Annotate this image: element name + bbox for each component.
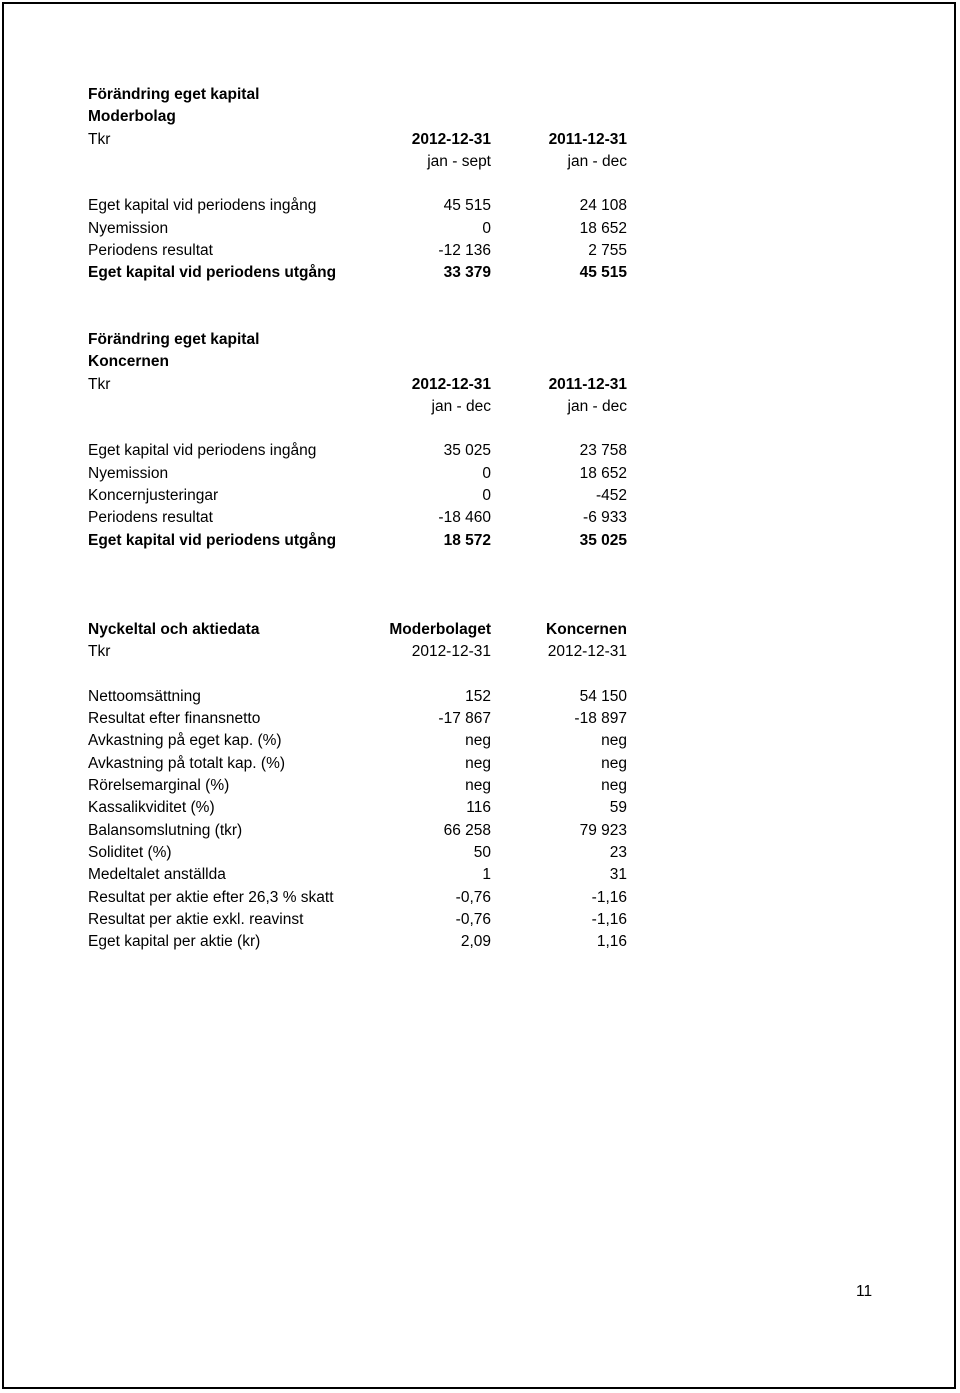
column-date: 2012-12-31 xyxy=(411,643,491,661)
row-value: -452 xyxy=(595,487,627,505)
row-label: Nettoomsättning xyxy=(88,687,201,705)
column-period: jan - dec xyxy=(567,397,627,415)
row-value: -18 897 xyxy=(574,710,627,728)
row-value: neg xyxy=(465,754,491,772)
column-period: jan - sept xyxy=(427,152,491,170)
table-row xyxy=(88,753,648,775)
row-value: 66 258 xyxy=(443,821,491,839)
page-number: 11 xyxy=(856,1283,873,1300)
section-subtitle: Moderbolag xyxy=(88,108,176,126)
row-label: Eget kapital vid periodens ingång xyxy=(88,197,317,215)
row-value: neg xyxy=(465,777,491,795)
row-value: -17 867 xyxy=(438,710,491,728)
row-value: 18 652 xyxy=(579,219,627,237)
row-label: Resultat per aktie exkl. reavinst xyxy=(88,910,304,928)
row-value: -0,76 xyxy=(455,888,491,906)
row-value: -1,16 xyxy=(591,888,627,906)
row-label: Soliditet (%) xyxy=(88,843,172,861)
row-label: Koncernjusteringar xyxy=(88,487,219,505)
row-value: 152 xyxy=(465,687,491,705)
unit-label: Tkr xyxy=(88,643,111,661)
section-title: Förändring eget kapital xyxy=(88,86,260,103)
row-value: 45 515 xyxy=(579,264,627,282)
equity-change-group-table xyxy=(88,329,648,552)
table-row xyxy=(88,909,648,931)
row-value: -0,76 xyxy=(455,910,491,928)
column-date: 2011-12-31 xyxy=(548,130,627,148)
row-value: neg xyxy=(601,732,627,750)
row-value: 0 xyxy=(482,464,491,482)
table-row xyxy=(88,931,648,953)
equity-change-parent-table xyxy=(88,84,648,285)
table-row xyxy=(88,775,648,797)
row-label: Eget kapital vid periodens utgång xyxy=(88,531,337,549)
row-label: Kassalikviditet (%) xyxy=(88,799,215,817)
row-value: 1,16 xyxy=(596,933,627,951)
row-label: Avkastning på eget kap. (%) xyxy=(88,732,282,750)
table-row-total xyxy=(88,530,648,552)
table-row xyxy=(88,708,648,730)
row-value: 23 758 xyxy=(579,442,627,460)
table-row xyxy=(88,887,648,909)
section-subtitle: Koncernen xyxy=(88,353,169,371)
row-value: 45 515 xyxy=(443,197,491,215)
row-value: 2,09 xyxy=(460,933,491,951)
row-value: 23 xyxy=(609,843,627,861)
table-row-total xyxy=(88,262,648,284)
row-value: 79 923 xyxy=(579,821,627,839)
row-value: 35 025 xyxy=(579,531,627,549)
row-value: neg xyxy=(601,754,627,772)
column-header: Koncernen xyxy=(546,621,627,638)
row-label: Periodens resultat xyxy=(88,242,213,260)
row-value: 54 150 xyxy=(579,687,627,705)
row-value: neg xyxy=(601,777,627,795)
row-value: 0 xyxy=(482,487,491,505)
row-value: 0 xyxy=(482,219,491,237)
table-row xyxy=(88,240,648,262)
column-period: jan - dec xyxy=(431,397,491,415)
table-row xyxy=(88,797,648,819)
row-label: Eget kapital vid periodens ingång xyxy=(88,442,317,460)
unit-label: Tkr xyxy=(88,375,111,393)
row-value: -12 136 xyxy=(438,242,491,260)
table-row xyxy=(88,440,648,462)
row-label: Avkastning på totalt kap. (%) xyxy=(88,754,286,772)
table-row xyxy=(88,507,648,529)
row-value: 18 572 xyxy=(443,531,491,549)
column-date: 2012-12-31 xyxy=(411,375,491,393)
row-value: 2 755 xyxy=(588,242,627,260)
column-header: Moderbolaget xyxy=(389,621,491,638)
row-value: 1 xyxy=(482,866,491,884)
row-value: 116 xyxy=(466,799,491,817)
row-value: 33 379 xyxy=(443,264,491,282)
column-date: 2011-12-31 xyxy=(548,375,627,393)
table-row xyxy=(88,686,648,708)
column-date: 2012-12-31 xyxy=(547,643,627,661)
row-value: 50 xyxy=(473,843,491,861)
row-value: neg xyxy=(465,732,491,750)
table-row xyxy=(88,485,648,507)
row-label: Eget kapital per aktie (kr) xyxy=(88,933,261,951)
row-label: Nyemission xyxy=(88,219,169,237)
table-row xyxy=(88,820,648,842)
unit-label: Tkr xyxy=(88,130,111,148)
row-label: Resultat per aktie efter 26,3 % skatt xyxy=(88,888,334,906)
table-row xyxy=(88,864,648,886)
table-row xyxy=(88,463,648,485)
row-label: Resultat efter finansnetto xyxy=(88,710,261,728)
row-label: Nyemission xyxy=(88,464,169,482)
row-value: 24 108 xyxy=(579,197,627,215)
key-figures-table xyxy=(88,619,648,953)
row-value: 59 xyxy=(609,799,627,817)
row-label: Eget kapital vid periodens utgång xyxy=(88,264,337,282)
row-label: Periodens resultat xyxy=(88,509,213,527)
section-title: Nyckeltal och aktiedata xyxy=(88,621,260,638)
column-date: 2012-12-31 xyxy=(411,130,491,148)
table-row xyxy=(88,195,648,217)
row-label: Balansomslutning (tkr) xyxy=(88,821,243,839)
row-value: -18 460 xyxy=(438,509,491,527)
table-row xyxy=(88,842,648,864)
row-value: 31 xyxy=(609,866,627,884)
column-period: jan - dec xyxy=(567,152,627,170)
row-value: -1,16 xyxy=(591,910,627,928)
row-value: -6 933 xyxy=(583,509,627,527)
table-row xyxy=(88,730,648,752)
row-value: 18 652 xyxy=(579,464,627,482)
row-label: Rörelsemarginal (%) xyxy=(88,777,230,795)
section-title: Förändring eget kapital xyxy=(88,331,260,348)
row-value: 35 025 xyxy=(443,442,491,460)
table-row xyxy=(88,218,648,240)
row-label: Medeltalet anställda xyxy=(88,866,226,884)
